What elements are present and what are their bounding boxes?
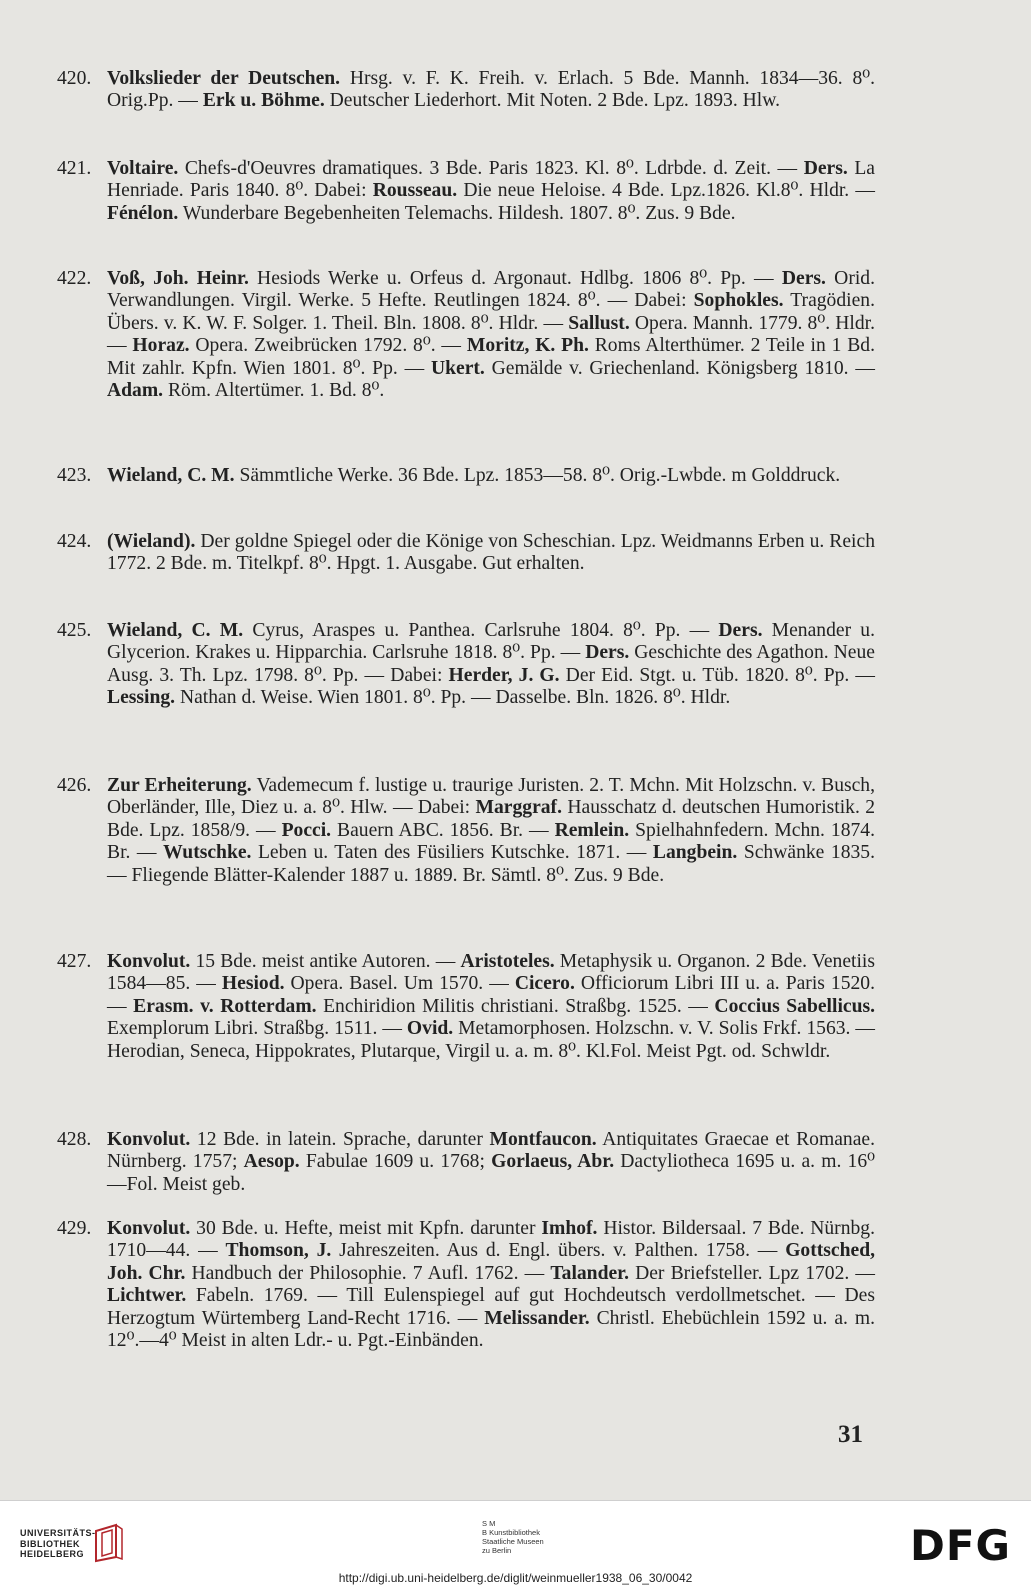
entry-text: Voß, Joh. Heinr. Hesiods Werke u. Orfeus d. Argonaut. Hdlbg. 1806 8⁰. Pp. — Ders. Orid. Verwandlungen. Virgil. Werke. 5 Hefte. Reutlingen 1824. 8⁰. — Dabei: Sophokles. Tragödien. Übers. v. K. W. F. Solger. 1. Theil. Bln. 1808. 8⁰. Hldr. — Sallust. Opera. Mannh. 1779. 8⁰. Hldr. — Horaz. Opera. Zweibrücken 1792. 8⁰. — Moritz, K. Ph. Roms Alterthümer. 2 Teile in 1 Bd. Mit zahlr. Kpfn. Wien 1801. 8⁰. Pp. — Ukert. Gemälde v. Griechenland. Königsberg 1810. — Adam. Röm. Altertümer. 1. Bd. 8⁰. — [107, 268, 875, 402]
entry-number: 422. — [57, 268, 92, 289]
entry-text: Wieland, C. M. Cyrus, Araspes u. Panthea. Carlsruhe 1804. 8⁰. Pp. — Ders. Menander u. Glycerion. Krakes u. Hipparchia. Carlsruhe 1818. 8⁰. Pp. — Ders. Geschichte des Agathon. Neue Ausg. 3. Th. Lpz. 1798. 8⁰. Pp. — Dabei: Herder, J. G. Der Eid. Stgt. u. Tüb. 1820. 8⁰. Pp. — Lessing. Nathan d. Weise. Wien 1801. 8⁰. Pp. — Dasselbe. Bln. 1826. 8⁰. Hldr. — [107, 620, 875, 709]
ub-heidelberg-mark-icon — [92, 1523, 126, 1563]
entry-number: 424. — [57, 531, 92, 552]
catalog-entry-427 — [57, 951, 875, 1063]
catalog-entry-420 — [57, 68, 875, 113]
logo-line: S M — [482, 1519, 496, 1528]
entry-text: Voltaire. Chefs-d'Oeuvres dramatiques. 3 Bde. Paris 1823. Kl. 8⁰. Ldrbde. d. Zeit. — Ders. La Henriade. Paris 1840. 8⁰. Dabei: Rousseau. Die neue Heloise. 4 Bde. Lpz.1826. Kl.8⁰. Hldr. — Fénélon. Wunderbare Begebenheiten Telemachs. Hildesh. 1807. 8⁰. Zus. 9 Bde. — [107, 158, 875, 224]
entry-text: Konvolut. 30 Bde. u. Hefte, meist mit Kpfn. darunter Imhof. Histor. Bildersaal. 7 Bde. Nürnbg. 1710—44. — Thomson, J. Jahreszeiten. Aus d. Engl. übers. v. Palthen. 1758. — Gottsched, Joh. Chr. Handbuch der Philosophie. 7 Aufl. 1762. — Talander. Der Briefsteller. Lpz 1702. — Lichtwer. Fabeln. 1769. — Till Eulenspiegel auf gut Hochdeutsch verdollmetschet. — Des Herzogtum Würtemberg Land-Recht 1716. — Melissander. Christl. Ehebüchlein 1592 u. a. m. 12⁰.—4⁰ Meist in alten Ldr.- u. Pgt.-Einbänden. — [107, 1218, 875, 1352]
entry-number: 428. — [57, 1129, 92, 1150]
entry-number: 423. — [57, 465, 92, 486]
logo-line: Staatliche Museen — [482, 1537, 544, 1546]
entry-number: 425. — [57, 620, 92, 641]
entry-number: 420. — [57, 68, 92, 89]
catalog-entry-424 — [57, 531, 875, 576]
source-url-link[interactable]: http://digi.ub.uni-heidelberg.de/diglit/weinmueller1938_06_30/0042 — [338, 1571, 693, 1585]
catalog-entry-425 — [57, 620, 875, 710]
dfg-logo[interactable]: DFG — [910, 1521, 1012, 1570]
entry-number: 427. — [57, 951, 92, 972]
entry-text: Volkslieder der Deutschen. Hrsg. v. F. K. Freih. v. Erlach. 5 Bde. Mannh. 1834—36. 8⁰. Orig.Pp. — Erk u. Böhme. Deutscher Liederhort. Mit Noten. 2 Bde. Lpz. 1893. Hlw. — [107, 68, 875, 112]
entry-text: Konvolut. 15 Bde. meist antike Autoren. — Aristoteles. Metaphysik u. Organon. 2 Bde. Venetiis 1584—85. — Hesiod. Opera. Basel. Um 1570. — Cicero. Officiorum Libri III u. a. Paris 1520. — Erasm. v. Rotterdam. Enchiridion Militis christiani. Straßbg. 1525. — Coccius Sabellicus. Exemplorum Libri. Straßbg. 1511. — Ovid. Metamorphosen. Holzschn. v. V. Solis Frkf. 1563. — Herodian, Seneca, Hippokrates, Plutarque, Virgil u. a. m. 8⁰. Kl.Fol. Meist Pgt. od. Schwldr. — [107, 951, 876, 1062]
page-number: 31 — [838, 1421, 863, 1448]
logo-line: zu Berlin — [482, 1546, 512, 1555]
digitization-footer — [0, 1500, 1031, 1589]
logo-line: HEIDELBERG — [20, 1549, 85, 1559]
entry-number: 429. — [57, 1218, 92, 1239]
catalog-entry-428 — [57, 1129, 875, 1196]
logo-line: B Kunstbibliothek — [482, 1528, 540, 1537]
catalog-entry-421 — [57, 158, 875, 225]
catalog-entry-426 — [57, 775, 875, 887]
entry-text: (Wieland). Der goldne Spiegel oder die Könige von Scheschian. Lpz. Weidmanns Erben u. Reich 1772. 2 Bde. m. Titelkpf. 8⁰. Hpgt. 1. Ausgabe. Gut erhalten. — [107, 531, 875, 575]
university-library-logo[interactable] — [20, 1528, 96, 1560]
entry-number: 426. — [57, 775, 92, 796]
entry-text: Konvolut. 12 Bde. in latein. Sprache, darunter Montfaucon. Antiquitates Graecae et Romanae. Nürnberg. 1757; Aesop. Fabulae 1609 u. 1768; Gorlaeus, Abr. Dactyliotheca 1695 u. a. m. 16⁰—Fol. Meist geb. — [107, 1129, 875, 1195]
logo-line: BIBLIOTHEK — [20, 1538, 80, 1549]
entry-text: Zur Erheiterung. Vademecum f. lustige u. traurige Juristen. 2. T. Mchn. Mit Holzschn. v. Busch, Oberländer, Ille, Diez u. a. 8⁰. Hlw. — Dabei: Marggraf. Hausschatz d. deutschen Humoristik. 2 Bde. Lpz. 1858/9. — Pocci. Bauern ABC. 1856. Br. — Remlein. Spielhahnfedern. Mchn. 1874. Br. — Wutschke. Leben u. Taten des Füsiliers Kutschke. 1871. — Langbein. Schwänke 1835. — Fliegende Blätter-Kalender 1887 u. 1889. Br. Sämtl. 8⁰. Zus. 9 Bde. — [107, 775, 876, 886]
entry-text: Wieland, C. M. Sämmtliche Werke. 36 Bde. Lpz. 1853—58. 8⁰. Orig.-Lwbde. m Golddruck. — [107, 465, 841, 486]
museum-logo[interactable] — [482, 1519, 544, 1555]
logo-line: UNIVERSITÄTS- — [20, 1528, 96, 1538]
catalog-entry-422 — [57, 268, 875, 402]
catalog-entry-429 — [57, 1218, 875, 1352]
entry-number: 421. — [57, 158, 92, 179]
catalog-entry-423 — [57, 465, 875, 487]
